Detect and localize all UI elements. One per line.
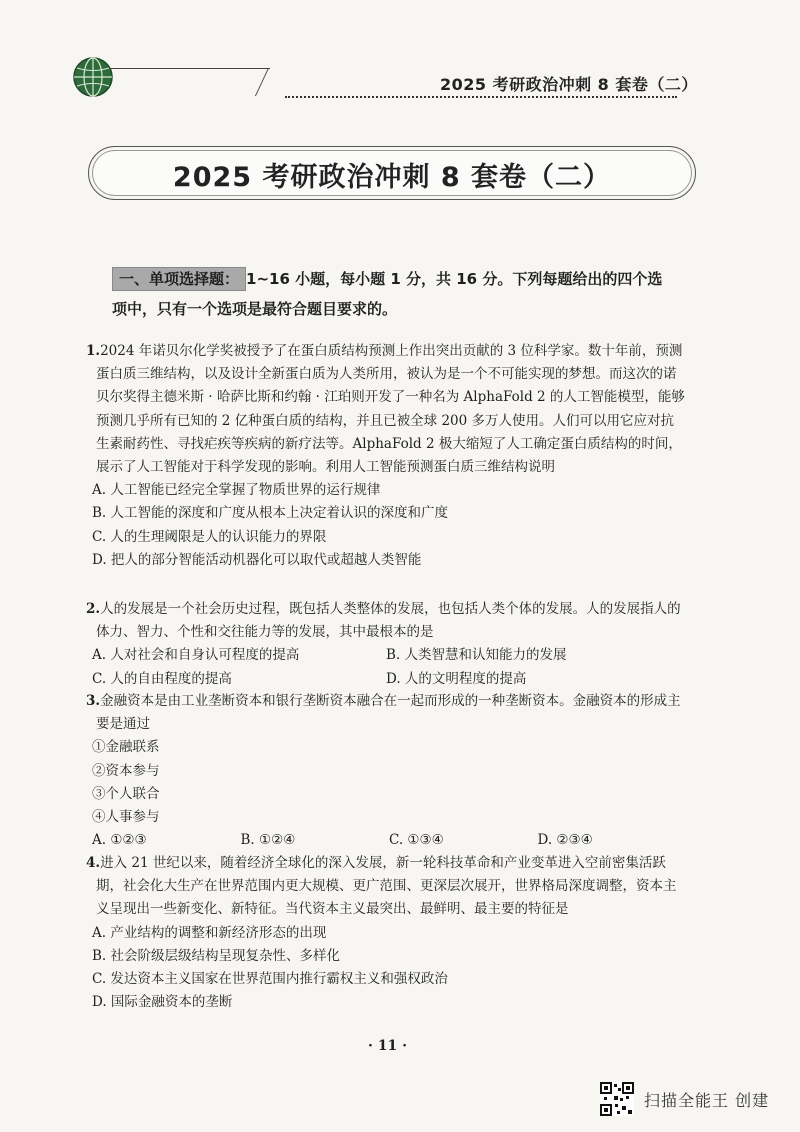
question-text: 金融资本是由工业垄断资本和银行垄断资本融合在一起而形成的一种垄断资本。金融资本的形成主要是通过: [96, 693, 681, 733]
statement-item: ②资本参与: [92, 762, 160, 779]
running-header-title: 2025 考研政治冲刺 8 套卷（二）: [440, 75, 698, 94]
globe-logo-icon: [72, 56, 114, 98]
option-d[interactable]: D. 把人的部分智能活动机器化可以取代或超越人类智能: [92, 551, 422, 568]
statement-item: ④人事参与: [92, 809, 160, 826]
title-banner: [88, 146, 696, 200]
question-number: 4.: [86, 855, 101, 871]
option-c[interactable]: C. 发达资本主义国家在世界范围内推行霸权主义和强权政治: [92, 971, 448, 988]
question-stem: [86, 598, 686, 644]
question-number: 3.: [86, 693, 101, 709]
question-2: [86, 598, 686, 691]
option-c[interactable]: C. 人的自由程度的提高: [92, 670, 232, 687]
page-number: · 11 ·: [368, 1038, 407, 1054]
statement-item: ③个人联合: [92, 785, 160, 802]
option-row: [86, 644, 686, 667]
option-b[interactable]: B. 人工智能的深度和广度从根本上决定着认识的深度和广度: [92, 505, 449, 522]
document-title: 2025 考研政治冲刺 8 套卷（二）: [172, 162, 612, 193]
section-instruction: 1~16 小题，每小题 1 分，共 16 分。下列每题给出的四个选项中，只有一个选项是最符合题目要求的。: [112, 270, 663, 318]
option-a[interactable]: A. 人对社会和自身认可程度的提高: [92, 647, 300, 664]
option-b[interactable]: B. 社会阶级层级结构呈现复杂性、多样化: [92, 947, 341, 964]
question-1: [86, 340, 686, 572]
question-text: 2024 年诺贝尔化学奖被授予了在蛋白质结构预测上作出突出贡献的 3 位科学家。数十年前，预测蛋白质三维结构，以及设计全新蛋白质为人类所用，被认为是一个不可能实现的梦想。而这次的诺贝尔奖得主德米斯 · 哈萨比斯和约翰 · 江珀则开发了一种名为 AlphaFold 2 的人工智能模型，能够预测几乎所有已知的 2 亿种蛋白质的结构，并且已被全球 200 多万人使用。人们可以用它应对抗生素耐药性、寻找疟疾等疾病的新疗法等。AlphaFold 2 极大缩短了人工确定蛋白质结构的时间，展示了人工智能对于科学发现的影响。利用人工智能预测蛋白质三维结构说明: [96, 343, 685, 476]
header-dotted-rule: [285, 96, 677, 98]
scanner-watermark: 扫描全能王 创建: [644, 1091, 770, 1110]
option-a[interactable]: A. ①②③: [92, 832, 147, 849]
header-rule: [110, 68, 270, 69]
question-number: 1.: [86, 343, 101, 359]
question-number: 2.: [86, 601, 101, 617]
section-heading: [112, 264, 672, 324]
section-label: 一、单项选择题：: [112, 267, 246, 291]
option-a[interactable]: A. 人工智能已经完全掌握了物质世界的运行规律: [92, 482, 381, 499]
question-stem: [86, 852, 686, 922]
option-d[interactable]: D. ②③④: [537, 832, 593, 849]
option-d[interactable]: D. 国际金融资本的垄断: [92, 994, 233, 1011]
option-c[interactable]: C. ①③④: [389, 832, 444, 849]
header-rule-slant: [255, 68, 281, 96]
option-a[interactable]: A. 产业结构的调整和新经济形态的出现: [92, 924, 327, 941]
qr-code-icon: [600, 1082, 634, 1116]
option-row: [86, 829, 686, 852]
question-stem: [86, 690, 686, 736]
option-row: [86, 668, 686, 691]
question-text: 进入 21 世纪以来，随着经济全球化的深入发展，新一轮科技革命和产业变革进入空前密集活跃期，社会化大生产在世界范围内更大规模、更广范围、更深层次展开，世界格局深度调整，资本主义呈现出一些新变化、新特征。当代资本主义最突出、最鲜明、最主要的特征是: [96, 855, 677, 918]
option-b[interactable]: B. ①②④: [240, 832, 296, 849]
question-stem: [86, 340, 686, 479]
statement-item: ①金融联系: [92, 739, 160, 756]
question-text: 人的发展是一个社会历史过程，既包括人类整体的发展，也包括人类个体的发展。人的发展指人的体力、智力、个性和交往能力等的发展，其中最根本的是: [96, 601, 681, 641]
option-b[interactable]: B. 人类智慧和认知能力的发展: [386, 647, 567, 664]
option-d[interactable]: D. 人的文明程度的提高: [386, 670, 527, 687]
question-3: [86, 690, 686, 852]
question-4: [86, 852, 686, 1014]
option-c[interactable]: C. 人的生理阈限是人的认识能力的界限: [92, 528, 327, 545]
